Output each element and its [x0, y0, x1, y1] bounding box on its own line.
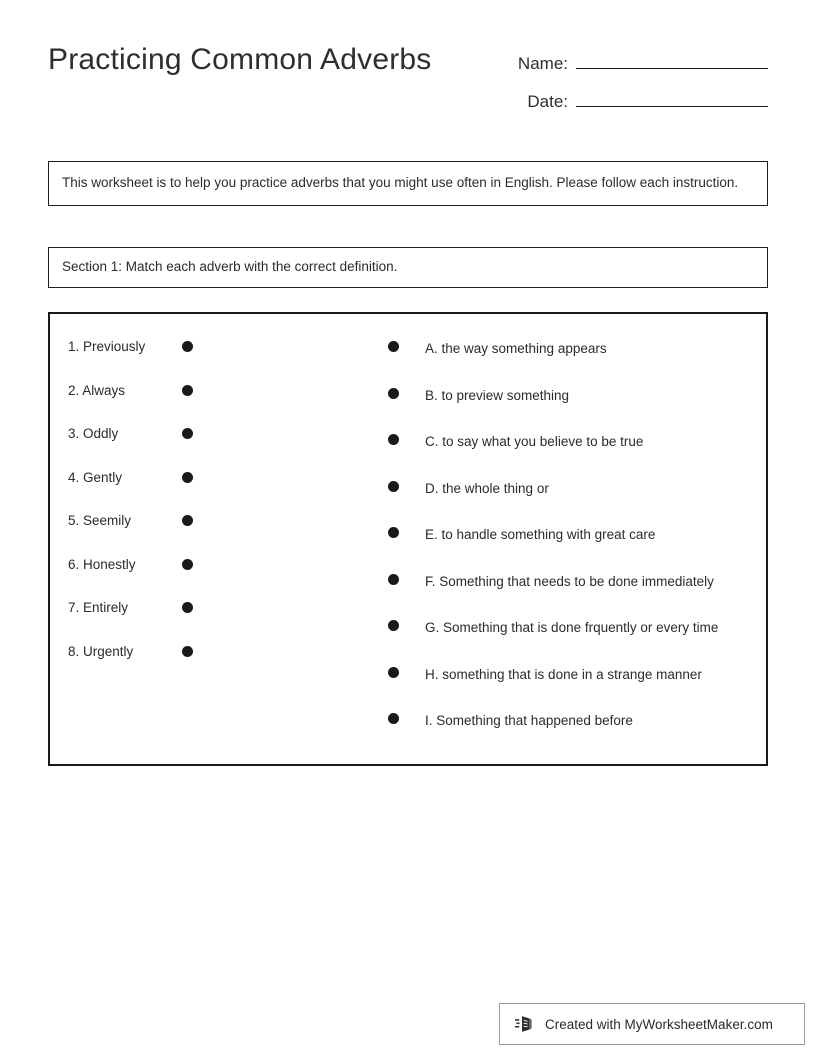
name-label: Name: [517, 54, 568, 73]
match-dot-icon[interactable] [182, 341, 193, 352]
list-item[interactable] [68, 643, 358, 687]
name-input-line[interactable] [576, 48, 768, 69]
list-item[interactable] [388, 524, 758, 545]
adverb-label: 5. Seemily [68, 513, 132, 528]
matching-exercise-box [48, 312, 768, 766]
match-dot-icon[interactable] [388, 574, 399, 585]
instructions-text: This worksheet is to help you practice adverbs that you might use often in English. Please follow each instruction. [62, 175, 739, 190]
list-item[interactable] [388, 431, 758, 452]
list-item[interactable] [388, 664, 758, 685]
adverb-label: 3. Oddly [68, 426, 119, 441]
definition-label: H. something that is done in a strange manner [425, 666, 702, 682]
section-heading-text: Section 1: Match each adverb with the correct definition. [62, 259, 398, 274]
list-item[interactable] [68, 556, 358, 600]
match-dot-icon[interactable] [182, 646, 193, 657]
definition-label: E. to handle something with great care [425, 527, 656, 542]
section-heading-box [48, 247, 768, 288]
definition-label: C. to say what you believe to be true [425, 434, 644, 449]
list-item[interactable] [388, 571, 758, 592]
adverb-label: 6. Honestly [68, 556, 136, 572]
page-title: Practicing Common Adverbs [48, 43, 432, 76]
definition-label: D. the whole thing or [425, 480, 549, 496]
matching-left-column [68, 338, 358, 686]
adverb-label: 4. Gently [68, 469, 123, 485]
match-dot-icon[interactable] [388, 620, 399, 631]
date-label: Date: [527, 92, 568, 111]
list-item[interactable] [68, 599, 358, 643]
date-input-line[interactable] [576, 86, 768, 107]
date-field-row [500, 86, 768, 124]
adverb-label: 8. Urgently [68, 643, 134, 659]
list-item[interactable] [388, 385, 758, 406]
match-dot-icon[interactable] [388, 434, 399, 445]
adverb-label: 2. Always [68, 382, 126, 398]
list-item[interactable] [388, 617, 758, 638]
match-dot-icon[interactable] [182, 602, 193, 613]
match-dot-icon[interactable] [388, 481, 399, 492]
matching-right-column [388, 338, 758, 757]
definition-label: F. Something that needs to be done immediately [425, 573, 714, 589]
match-dot-icon[interactable] [182, 472, 193, 483]
match-dot-icon[interactable] [182, 515, 193, 526]
list-item[interactable] [388, 338, 758, 359]
list-item[interactable] [388, 478, 758, 499]
instructions-box [48, 161, 768, 206]
match-dot-icon[interactable] [388, 341, 399, 352]
worksheet-header [48, 40, 768, 136]
match-dot-icon[interactable] [182, 559, 193, 570]
match-dot-icon[interactable] [182, 385, 193, 396]
footer-credit-text: Created with MyWorksheetMaker.com [545, 1016, 773, 1032]
name-date-fields [500, 48, 768, 124]
list-item[interactable] [68, 512, 358, 556]
created-with-badge[interactable] [499, 1003, 805, 1045]
worksheet-maker-logo-icon [514, 1013, 536, 1035]
adverb-label: 1. Previously [68, 339, 146, 354]
match-dot-icon[interactable] [388, 527, 399, 538]
adverb-label: 7. Entirely [68, 600, 129, 615]
list-item[interactable] [388, 710, 758, 731]
list-item[interactable] [68, 469, 358, 513]
definition-label: G. Something that is done frquently or every time [425, 620, 719, 635]
match-dot-icon[interactable] [388, 388, 399, 399]
definition-label: B. to preview something [425, 387, 570, 403]
list-item[interactable] [68, 382, 358, 426]
name-field-row [500, 48, 768, 86]
list-item[interactable] [68, 338, 358, 382]
match-dot-icon[interactable] [388, 667, 399, 678]
match-dot-icon[interactable] [388, 713, 399, 724]
match-dot-icon[interactable] [182, 428, 193, 439]
list-item[interactable] [68, 425, 358, 469]
definition-label: I. Something that happened before [425, 713, 633, 728]
definition-label: A. the way something appears [425, 341, 607, 356]
